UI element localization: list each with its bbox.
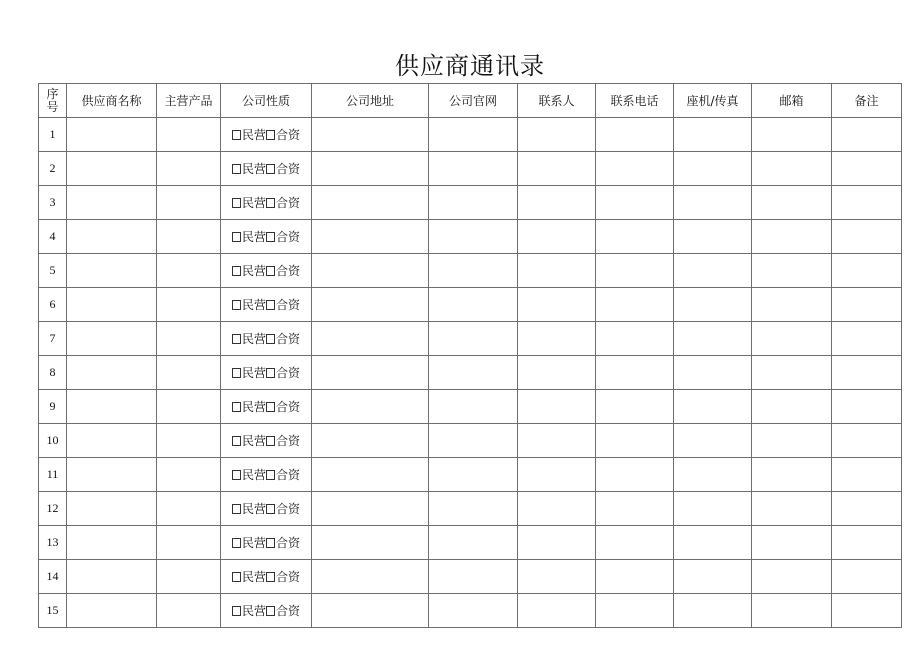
contact-person-cell[interactable] [518, 288, 596, 322]
supplier-name-cell[interactable] [67, 186, 157, 220]
contact-phone-cell[interactable] [596, 492, 674, 526]
supplier-name-cell[interactable] [67, 390, 157, 424]
joint-venture-option-label: 合资 [276, 400, 301, 414]
joint-venture-option-label: 合资 [276, 230, 301, 244]
joint-venture-option-label: 合资 [276, 536, 301, 550]
row-index: 13 [39, 526, 67, 560]
row-index: 4 [39, 220, 67, 254]
landline-fax-cell[interactable] [674, 492, 752, 526]
private-option-label: 民营 [241, 570, 266, 584]
row-index: 7 [39, 322, 67, 356]
private-option-label: 民营 [241, 502, 266, 516]
joint-venture-checkbox-icon[interactable] [266, 402, 275, 412]
table-row [39, 492, 902, 526]
contact-phone-cell[interactable] [596, 220, 674, 254]
remarks-cell[interactable] [832, 526, 902, 560]
company-address-cell[interactable] [312, 424, 429, 458]
table-row [39, 390, 902, 424]
remarks-cell[interactable] [832, 390, 902, 424]
supplier-name-cell[interactable] [67, 118, 157, 152]
private-checkbox-icon[interactable] [232, 232, 241, 242]
main-products-cell[interactable] [157, 356, 221, 390]
table-row [39, 526, 902, 560]
company-nature-cell [221, 560, 312, 594]
header-company-website: 公司官网 [429, 84, 518, 118]
landline-fax-cell[interactable] [674, 288, 752, 322]
joint-venture-checkbox-icon[interactable] [266, 368, 275, 378]
landline-fax-cell[interactable] [674, 118, 752, 152]
contact-person-cell[interactable] [518, 594, 596, 628]
supplier-name-cell[interactable] [67, 458, 157, 492]
contact-person-cell[interactable] [518, 560, 596, 594]
table-row [39, 186, 902, 220]
row-index: 1 [39, 118, 67, 152]
header-index [39, 84, 67, 118]
email-cell[interactable] [752, 152, 832, 186]
joint-venture-checkbox-icon[interactable] [266, 232, 275, 242]
company-address-cell[interactable] [312, 186, 429, 220]
joint-venture-option-label: 合资 [276, 332, 301, 346]
main-products-cell[interactable] [157, 288, 221, 322]
joint-venture-checkbox-icon[interactable] [266, 470, 275, 480]
company-address-cell[interactable] [312, 492, 429, 526]
table-body [39, 118, 902, 628]
private-option-label: 民营 [241, 196, 266, 210]
contact-person-cell[interactable] [518, 390, 596, 424]
private-checkbox-icon[interactable] [232, 266, 241, 276]
private-option-label: 民营 [241, 264, 266, 278]
landline-fax-cell[interactable] [674, 356, 752, 390]
company-website-cell[interactable] [429, 186, 518, 220]
landline-fax-cell[interactable] [674, 220, 752, 254]
company-nature-cell [221, 288, 312, 322]
contact-phone-cell[interactable] [596, 356, 674, 390]
contact-phone-cell[interactable] [596, 458, 674, 492]
company-nature-cell [221, 254, 312, 288]
company-nature-cell [221, 152, 312, 186]
email-cell[interactable] [752, 322, 832, 356]
contact-person-cell[interactable] [518, 152, 596, 186]
private-checkbox-icon[interactable] [232, 538, 241, 548]
row-index: 6 [39, 288, 67, 322]
company-address-cell[interactable] [312, 220, 429, 254]
main-products-cell[interactable] [157, 220, 221, 254]
contact-person-cell[interactable] [518, 220, 596, 254]
landline-fax-cell[interactable] [674, 526, 752, 560]
joint-venture-option-label: 合资 [276, 128, 301, 142]
company-address-cell[interactable] [312, 458, 429, 492]
private-option-label: 民营 [241, 468, 266, 482]
company-nature-cell [221, 322, 312, 356]
supplier-name-cell[interactable] [67, 322, 157, 356]
supplier-name-cell[interactable] [67, 492, 157, 526]
private-checkbox-icon[interactable] [232, 436, 241, 446]
company-nature-cell [221, 458, 312, 492]
joint-venture-checkbox-icon[interactable] [266, 436, 275, 446]
remarks-cell[interactable] [832, 322, 902, 356]
header-main-products: 主营产品 [157, 84, 221, 118]
private-option-label: 民营 [241, 536, 266, 550]
table-row [39, 254, 902, 288]
email-cell[interactable] [752, 254, 832, 288]
contact-phone-cell[interactable] [596, 424, 674, 458]
company-website-cell[interactable] [429, 220, 518, 254]
landline-fax-cell[interactable] [674, 560, 752, 594]
row-index: 8 [39, 356, 67, 390]
main-products-cell[interactable] [157, 254, 221, 288]
landline-fax-cell[interactable] [674, 254, 752, 288]
email-cell[interactable] [752, 492, 832, 526]
main-products-cell[interactable] [157, 186, 221, 220]
private-option-label: 民营 [241, 332, 266, 346]
company-website-cell[interactable] [429, 152, 518, 186]
row-index: 11 [39, 458, 67, 492]
landline-fax-cell[interactable] [674, 322, 752, 356]
company-address-cell[interactable] [312, 288, 429, 322]
table-row [39, 424, 902, 458]
joint-venture-checkbox-icon[interactable] [266, 300, 275, 310]
company-address-cell[interactable] [312, 594, 429, 628]
joint-venture-checkbox-icon[interactable] [266, 198, 275, 208]
header-index-line2: 号 [46, 99, 59, 114]
row-index: 9 [39, 390, 67, 424]
remarks-cell[interactable] [832, 492, 902, 526]
company-nature-cell [221, 186, 312, 220]
private-checkbox-icon[interactable] [232, 300, 241, 310]
supplier-name-cell[interactable] [67, 560, 157, 594]
table-row [39, 220, 902, 254]
supplier-name-cell[interactable] [67, 594, 157, 628]
email-cell[interactable] [752, 288, 832, 322]
table-row [39, 152, 902, 186]
company-website-cell[interactable] [429, 390, 518, 424]
private-option-label: 民营 [241, 162, 266, 176]
table-row [39, 458, 902, 492]
private-checkbox-icon[interactable] [232, 164, 241, 174]
table-header-row [39, 84, 902, 118]
supplier-name-cell[interactable] [67, 424, 157, 458]
company-nature-cell [221, 424, 312, 458]
contact-person-cell[interactable] [518, 424, 596, 458]
company-address-cell[interactable] [312, 560, 429, 594]
landline-fax-cell[interactable] [674, 458, 752, 492]
remarks-cell[interactable] [832, 288, 902, 322]
joint-venture-option-label: 合资 [276, 604, 301, 618]
private-checkbox-icon[interactable] [232, 504, 241, 514]
company-address-cell[interactable] [312, 254, 429, 288]
remarks-cell[interactable] [832, 254, 902, 288]
company-website-cell[interactable] [429, 526, 518, 560]
supplier-name-cell[interactable] [67, 152, 157, 186]
email-cell[interactable] [752, 526, 832, 560]
main-products-cell[interactable] [157, 424, 221, 458]
main-products-cell[interactable] [157, 118, 221, 152]
header-landline-fax: 座机/传真 [674, 84, 752, 118]
private-checkbox-icon[interactable] [232, 334, 241, 344]
header-company-nature: 公司性质 [221, 84, 312, 118]
email-cell[interactable] [752, 560, 832, 594]
header-remarks: 备注 [832, 84, 902, 118]
private-checkbox-icon[interactable] [232, 470, 241, 480]
table-row [39, 356, 902, 390]
joint-venture-checkbox-icon[interactable] [266, 164, 275, 174]
email-cell[interactable] [752, 220, 832, 254]
landline-fax-cell[interactable] [674, 594, 752, 628]
joint-venture-option-label: 合资 [276, 570, 301, 584]
private-option-label: 民营 [241, 366, 266, 380]
company-website-cell[interactable] [429, 424, 518, 458]
supplier-name-cell[interactable] [67, 356, 157, 390]
private-option-label: 民营 [241, 298, 266, 312]
header-company-address: 公司地址 [312, 84, 429, 118]
company-address-cell[interactable] [312, 390, 429, 424]
email-cell[interactable] [752, 186, 832, 220]
remarks-cell[interactable] [832, 458, 902, 492]
private-checkbox-icon[interactable] [232, 198, 241, 208]
remarks-cell[interactable] [832, 220, 902, 254]
contact-person-cell[interactable] [518, 118, 596, 152]
private-checkbox-icon[interactable] [232, 368, 241, 378]
joint-venture-checkbox-icon[interactable] [266, 266, 275, 276]
row-index: 14 [39, 560, 67, 594]
email-cell[interactable] [752, 424, 832, 458]
contact-phone-cell[interactable] [596, 152, 674, 186]
row-index: 5 [39, 254, 67, 288]
contact-phone-cell[interactable] [596, 288, 674, 322]
company-nature-cell [221, 492, 312, 526]
main-products-cell[interactable] [157, 152, 221, 186]
private-option-label: 民营 [241, 400, 266, 414]
private-option-label: 民营 [241, 604, 266, 618]
landline-fax-cell[interactable] [674, 424, 752, 458]
row-index: 15 [39, 594, 67, 628]
header-index-line1: 序 [46, 86, 59, 101]
main-products-cell[interactable] [157, 322, 221, 356]
email-cell[interactable] [752, 118, 832, 152]
contact-phone-cell[interactable] [596, 186, 674, 220]
joint-venture-option-label: 合资 [276, 468, 301, 482]
contact-phone-cell[interactable] [596, 390, 674, 424]
main-products-cell[interactable] [157, 492, 221, 526]
company-website-cell[interactable] [429, 288, 518, 322]
remarks-cell[interactable] [832, 594, 902, 628]
row-index: 2 [39, 152, 67, 186]
table-row [39, 288, 902, 322]
contact-person-cell[interactable] [518, 458, 596, 492]
company-website-cell[interactable] [429, 594, 518, 628]
company-address-cell[interactable] [312, 152, 429, 186]
company-nature-cell [221, 220, 312, 254]
supplier-name-cell[interactable] [67, 526, 157, 560]
private-checkbox-icon[interactable] [232, 130, 241, 140]
contact-phone-cell[interactable] [596, 594, 674, 628]
joint-venture-option-label: 合资 [276, 264, 301, 278]
remarks-cell[interactable] [832, 424, 902, 458]
company-website-cell[interactable] [429, 458, 518, 492]
landline-fax-cell[interactable] [674, 390, 752, 424]
email-cell[interactable] [752, 390, 832, 424]
supplier-name-cell[interactable] [67, 254, 157, 288]
main-products-cell[interactable] [157, 458, 221, 492]
remarks-cell[interactable] [832, 118, 902, 152]
contact-person-cell[interactable] [518, 526, 596, 560]
contact-person-cell[interactable] [518, 492, 596, 526]
joint-venture-option-label: 合资 [276, 162, 301, 176]
joint-venture-option-label: 合资 [276, 434, 301, 448]
private-checkbox-icon[interactable] [232, 402, 241, 412]
company-website-cell[interactable] [429, 322, 518, 356]
table-row [39, 322, 902, 356]
table-row [39, 594, 902, 628]
company-website-cell[interactable] [429, 492, 518, 526]
main-products-cell[interactable] [157, 390, 221, 424]
company-address-cell[interactable] [312, 118, 429, 152]
header-contact-phone: 联系电话 [596, 84, 674, 118]
company-address-cell[interactable] [312, 356, 429, 390]
document-title: 供应商通讯录 [395, 52, 545, 81]
company-website-cell[interactable] [429, 118, 518, 152]
contact-phone-cell[interactable] [596, 254, 674, 288]
main-products-cell[interactable] [157, 560, 221, 594]
row-index: 12 [39, 492, 67, 526]
joint-venture-checkbox-icon[interactable] [266, 538, 275, 548]
joint-venture-checkbox-icon[interactable] [266, 130, 275, 140]
private-checkbox-icon[interactable] [232, 606, 241, 616]
company-address-cell[interactable] [312, 322, 429, 356]
company-nature-cell [221, 594, 312, 628]
company-nature-cell [221, 390, 312, 424]
contact-person-cell[interactable] [518, 322, 596, 356]
remarks-cell[interactable] [832, 560, 902, 594]
joint-venture-option-label: 合资 [276, 298, 301, 312]
table-row [39, 560, 902, 594]
company-website-cell[interactable] [429, 356, 518, 390]
supplier-directory-table [38, 83, 902, 628]
company-website-cell[interactable] [429, 254, 518, 288]
remarks-cell[interactable] [832, 152, 902, 186]
main-products-cell[interactable] [157, 526, 221, 560]
header-supplier-name: 供应商名称 [67, 84, 157, 118]
joint-venture-option-label: 合资 [276, 366, 301, 380]
contact-person-cell[interactable] [518, 356, 596, 390]
contact-person-cell[interactable] [518, 186, 596, 220]
contact-phone-cell[interactable] [596, 526, 674, 560]
remarks-cell[interactable] [832, 186, 902, 220]
landline-fax-cell[interactable] [674, 186, 752, 220]
joint-venture-option-label: 合资 [276, 196, 301, 210]
landline-fax-cell[interactable] [674, 152, 752, 186]
supplier-name-cell[interactable] [67, 288, 157, 322]
email-cell[interactable] [752, 594, 832, 628]
row-index: 10 [39, 424, 67, 458]
contact-person-cell[interactable] [518, 254, 596, 288]
main-products-cell[interactable] [157, 594, 221, 628]
row-index: 3 [39, 186, 67, 220]
supplier-name-cell[interactable] [67, 220, 157, 254]
private-checkbox-icon[interactable] [232, 572, 241, 582]
table-row [39, 118, 902, 152]
company-nature-cell [221, 356, 312, 390]
header-email: 邮箱 [752, 84, 832, 118]
header-contact-person: 联系人 [518, 84, 596, 118]
joint-venture-checkbox-icon[interactable] [266, 334, 275, 344]
email-cell[interactable] [752, 356, 832, 390]
company-website-cell[interactable] [429, 560, 518, 594]
joint-venture-checkbox-icon[interactable] [266, 572, 275, 582]
joint-venture-checkbox-icon[interactable] [266, 606, 275, 616]
joint-venture-checkbox-icon[interactable] [266, 504, 275, 514]
private-option-label: 民营 [241, 128, 266, 142]
joint-venture-option-label: 合资 [276, 502, 301, 516]
private-option-label: 民营 [241, 230, 266, 244]
company-nature-cell [221, 526, 312, 560]
email-cell[interactable] [752, 458, 832, 492]
contact-phone-cell[interactable] [596, 322, 674, 356]
company-nature-cell [221, 118, 312, 152]
contact-phone-cell[interactable] [596, 560, 674, 594]
private-option-label: 民营 [241, 434, 266, 448]
contact-phone-cell[interactable] [596, 118, 674, 152]
remarks-cell[interactable] [832, 356, 902, 390]
company-address-cell[interactable] [312, 526, 429, 560]
